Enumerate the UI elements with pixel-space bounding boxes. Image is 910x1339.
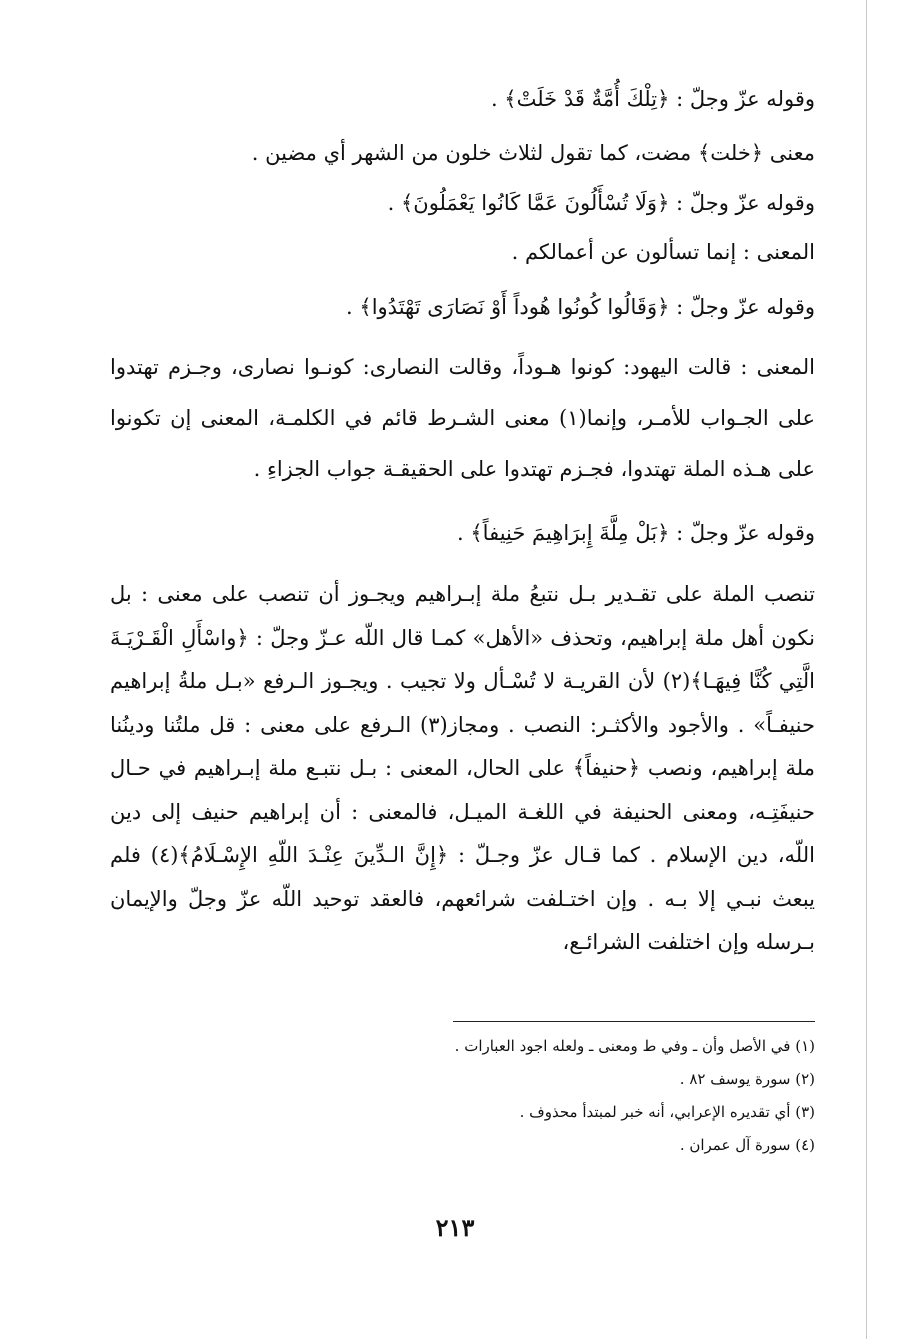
page-number: ٢١٣ (435, 1213, 475, 1242)
verse-line-5: وقوله عزّ وجلّ : ﴿وَقَالُوا كُونُوا هُوداً أَوْ نَصَارَى تَهْتَدُوا﴾ . (346, 295, 815, 319)
footnote-rule (453, 1021, 815, 1022)
footnote-1: (١) في الأصل وأن ـ وفي ط ومعنى ـ ولعله اجود العبارات . (454, 1037, 815, 1055)
footnote-4: (٤) سورة آل عمران . (679, 1136, 815, 1154)
text-line-2: معنى ﴿خلت﴾ مضت، كما تقول لثلاث خلون من الشهر أي مضين . (251, 141, 815, 165)
verse-line-1: وقوله عزّ وجلّ : ﴿تِلْكَ أُمَّةٌ قَدْ خَلَتْ﴾ . (490, 87, 815, 111)
footnotes (150, 1030, 815, 1162)
verse-line-3: وقوله عزّ وجلّ : ﴿وَلَا تُسْأَلُونَ عَمَّا كَانُوا يَعْمَلُونَ﴾ . (387, 191, 815, 215)
footnote-2: (٢) سورة يوسف ٨٢ . (679, 1070, 815, 1088)
text-line-4: المعنى : إنما تسألون عن أعمالكم . (511, 240, 815, 264)
footnote-3: (٣) أي تقديره الإعرابي، أنه خبر لمبتدأ محذوف . (519, 1103, 815, 1121)
paragraph-2: تنصب الملة على تقـدير بـل نتبعُ ملة إبـراهيم ويجـوز أن تنصب على معنى : بل نكون أهل ملة إبراهيم، وتحذف «الأهل» كمـا قال اللّه عـزّ وجلّ : ﴿واسْأَلِ الْقَـرْيَـةَ الَّتِي كُنَّا فِيهَـا﴾(٢) لأن القريـة لا تُسْـأل ولا تجيب . ويجـوز الـرفع «بـل ملةُ إبراهيم حنيفـاً» . والأجود والأكثـر: النصب . ومجاز(٣) الـرفع على معنى : قل ملتُنا ودينُنا ملة إبراهيم، ونصب ﴿حنيفاً﴾ على الحال، المعنى : بـل نتبـع ملة إبـراهيم في حـال حنيفَتِـه، ومعنى الحنيفة في اللغـة الميـل، فالمعنى : أن إبراهيم حنيف إلى دين اللّه، دين الإسلام . كما قـال عزّ وجـلّ : ﴿إِنَّ الـدِّينَ عِنْـدَ اللّهِ الإِسْـلَامُ﴾(٤) فلم يبعث نبـي إلا بـه . وإن اختـلفت شرائعهم، فالعقد توحيد اللّه عزّ وجلّ والإيمان بـرسله وإن اختلفت الشرائـع، (110, 582, 815, 954)
verse-line-6: وقوله عزّ وجلّ : ﴿بَلْ مِلَّةَ إِبرَاهِيمَ حَنِيفاً﴾ . (457, 521, 815, 545)
main-text (110, 72, 815, 965)
paragraph-1: المعنى : قالت اليهود: كونوا هـوداً، وقالت النصارى: كونـوا نصارى، وجـزم تهتدوا على الجـواب للأمـر، وإنما(١) معنى الشـرط قائم في الكلمـة، المعنى إن تكونوا على هـذه الملة تهتدوا، فجـزم تهتدوا على الحقيقـة جواب الجزاءِ . (110, 355, 816, 481)
page-edge-line (866, 0, 867, 1339)
